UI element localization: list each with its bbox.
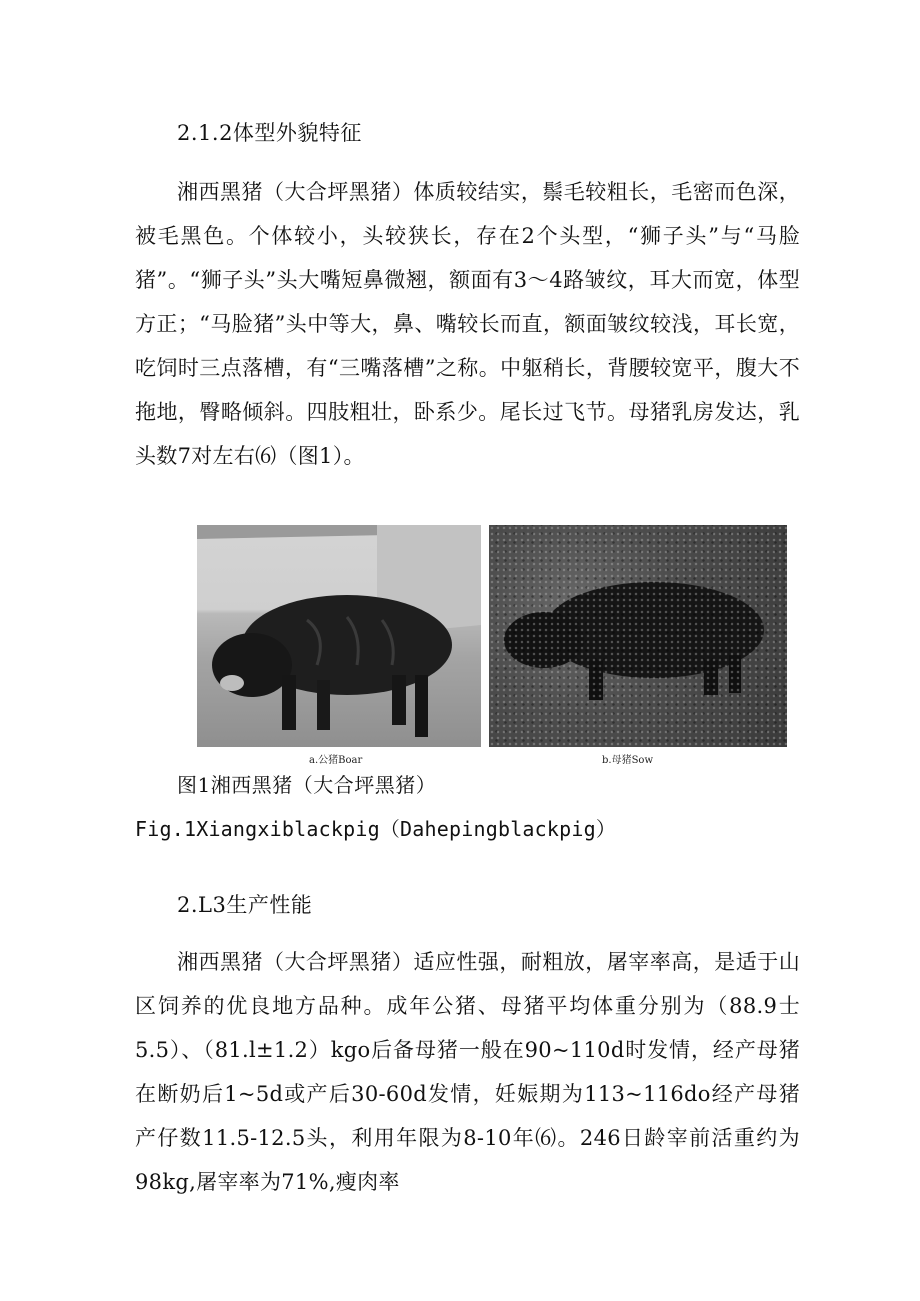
figure-caption-en: Fig.1Xiangxiblackpig（Dahepingblackpig） bbox=[135, 817, 617, 841]
performance-paragraph bbox=[135, 940, 800, 1204]
boar-image bbox=[197, 525, 481, 747]
boar-photo bbox=[197, 525, 481, 747]
sow-caption: b.母猪Sow bbox=[602, 755, 654, 766]
performance-paragraph-text: 湘西黑猪（大合坪黑猪）适应性强，耐粗放，屠宰率高，是适于山区饲养的优良地方品种。成年公猪、母猪平均体重分别为（88.9士5.5）、（81.l±1.2）kgo后备母猪一般在90~110d时发情，经产母猪在断奶后1~5d或产后30-60d发情，妊娠期为113~116do经产母猪产仔数11.5-12.5头，利用年限为8-10年⑹。246日龄宰前活重约为98kg,屠宰率为71%,瘦肉率 bbox=[135, 950, 800, 1194]
appearance-paragraph-text: 湘西黑猪（大合坪黑猪）体质较结实，鬃毛较粗长，毛密而色深，被毛黑色。个体较小，头较狭长，存在2个头型，“狮子头”与“马脸猪”。“狮子头”头大嘴短鼻微翘，额面有3～4路皱纹，耳大而宽，体型方正；“马脸猪”头中等大，鼻、嘴较长而直，额面皱纹较浅，耳长宽，吃饲时三点落槽，有“三嘴落槽”之称。中躯稍长，背腰较宽平，腹大不拖地，臀略倾斜。四肢粗壮，卧系少。尾长过飞节。母猪乳房发达，乳头数7对左右⑹（图1）。 bbox=[135, 180, 800, 468]
section-heading-performance: 2.L3生产性能 bbox=[177, 893, 313, 917]
figure-caption-cn: 图1湘西黑猪（大合坪黑猪） bbox=[177, 773, 437, 797]
boar-caption: a.公猪Boar bbox=[309, 755, 363, 766]
appearance-paragraph bbox=[135, 170, 800, 478]
figure-1 bbox=[197, 525, 787, 775]
sow-image bbox=[489, 525, 787, 747]
section-heading-appearance: 2.1.2体型外貌特征 bbox=[177, 121, 362, 145]
sow-photo bbox=[489, 525, 787, 747]
